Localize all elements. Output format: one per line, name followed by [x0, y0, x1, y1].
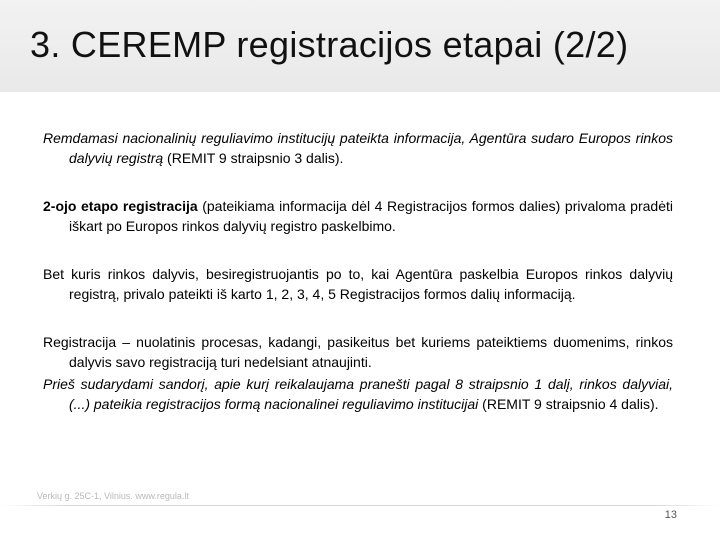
footer-address: Verkių g. 25C-1, Vilnius. www.regula.lt — [37, 491, 189, 501]
paragraph-before-transaction-reference: (REMIT 9 straipsnio 4 dalis). — [478, 396, 659, 412]
paragraph-stage-two — [43, 196, 673, 236]
paragraph-stage-two-bold: 2-ojo etapo registracija — [43, 198, 198, 214]
slide-title: 3. CEREMP registracijos etapai (2/2) — [30, 24, 629, 65]
paragraph-late-registration — [43, 264, 673, 304]
footer-divider — [0, 505, 720, 506]
paragraph-register-italic: Remdamasi nacionalinių reguliavimo institucijų pateikta informacija, Agentūra sudaro Europos rinkos dalyvių registrą — [43, 130, 673, 166]
paragraph-continuous-process — [43, 332, 673, 372]
paragraph-late-registration-text: Bet kuris rinkos dalyvis, besiregistruojantis po to, kai Agentūra paskelbia Europos rinkos dalyvių registrą, privalo pateikti iš karto 1, 2, 3, 4, 5 Registracijos formos dalių informaciją. — [43, 266, 673, 302]
paragraph-stage-two-text: (pateikiama informacija dėl 4 Registracijos formos dalies) privaloma pradėti iškart po Europos rinkos dalyvių registro paskelbimo. — [69, 198, 673, 234]
paragraph-register — [43, 128, 673, 168]
page-number: 13 — [664, 509, 677, 521]
slide-body — [43, 128, 673, 414]
slide-header — [0, 0, 720, 92]
paragraph-before-transaction-italic: Prieš sudarydami sandorį, apie kurį reikalaujama pranešti pagal 8 straipsnio 1 dalį, rinkos dalyviai, (...) pateikia registracijos formą nacionalinei reguliavimo institucijai — [43, 376, 673, 412]
paragraph-before-transaction — [43, 374, 673, 414]
paragraph-register-reference: (REMIT 9 straipsnio 3 dalis). — [163, 150, 344, 166]
paragraph-continuous-process-text: Registracija – nuolatinis procesas, kadangi, pasikeitus bet kuriems pateiktiems duomenims, rinkos dalyvis savo registraciją turi nedelsiant atnaujinti. — [43, 334, 673, 370]
